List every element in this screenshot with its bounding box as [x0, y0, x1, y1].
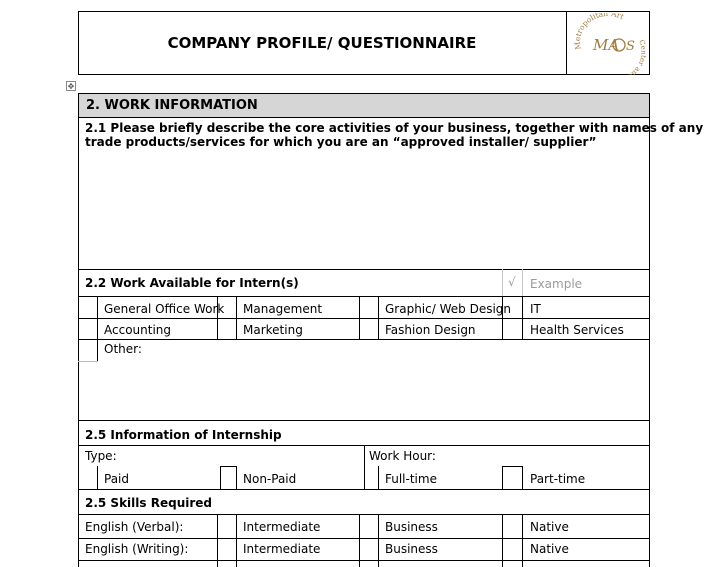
table-right-border: [649, 118, 650, 567]
option-label: Intermediate: [243, 542, 321, 556]
divider: [378, 296, 379, 339]
option-label: Graphic/ Web Design: [385, 302, 512, 316]
svg-text:MA: MA: [593, 36, 620, 54]
option-label: Management: [243, 302, 323, 316]
table-move-handle-icon[interactable]: ✥: [67, 82, 75, 91]
company-logo: [569, 13, 649, 75]
answer-2-1-textarea[interactable]: [80, 152, 648, 268]
checkbox-verbal-business[interactable]: [360, 515, 378, 538]
checkbox-full-time[interactable]: [365, 467, 378, 489]
divider: [97, 296, 98, 361]
divider: [78, 489, 650, 490]
checkbox-verbal-intermediate[interactable]: [218, 515, 236, 538]
option-label: Fashion Design: [385, 323, 476, 337]
divider: [378, 514, 379, 567]
divider: [236, 296, 237, 339]
svg-text:Metropolitan Art: Metropolitan Art: [572, 13, 626, 51]
checkbox-part-time[interactable]: [503, 467, 522, 489]
question-2-1-line-2: trade products/services for which you are an “approved installer/ supplier”: [85, 135, 597, 149]
divider: [236, 514, 237, 567]
checkbox-verbal-native[interactable]: [503, 515, 522, 538]
checkbox-writing-intermediate[interactable]: [218, 539, 236, 560]
question-2-5-internship-title: 2.5 Information of Internship: [85, 428, 282, 442]
question-2-5-skills-title: 2.5 Skills Required: [85, 496, 212, 510]
checkbox-marketing[interactable]: [218, 319, 236, 339]
option-label: General Office Work: [104, 302, 225, 316]
document-title: COMPANY PROFILE/ QUESTIONNAIRE: [167, 34, 477, 52]
divider: [522, 296, 523, 339]
question-2-1-line-1: 2.1 Please briefly describe the core activities of your business, together with names of any: [85, 121, 704, 135]
checkbox-writing-business[interactable]: [360, 539, 378, 560]
divider: [78, 560, 650, 561]
option-label: IT: [530, 302, 541, 316]
svg-text:S: S: [626, 39, 635, 54]
option-label: Marketing: [243, 323, 303, 337]
option-label: Business: [385, 520, 438, 534]
option-label: Intermediate: [243, 520, 321, 534]
other-label: Other:: [104, 342, 142, 356]
option-label: Full-time: [385, 472, 437, 486]
section-title: 2. WORK INFORMATION: [86, 98, 258, 113]
option-label: Native: [530, 520, 569, 534]
option-label: Health Services: [530, 323, 624, 337]
checkbox-writing-native[interactable]: [503, 539, 522, 560]
work-hour-label: Work Hour:: [369, 449, 436, 463]
divider: [502, 269, 503, 296]
skill-label: English (Verbal):: [85, 520, 184, 534]
option-label: Part-time: [530, 472, 586, 486]
divider: [236, 466, 237, 489]
option-label: Native: [530, 542, 569, 556]
example-label: Example: [530, 277, 583, 291]
divider: [78, 361, 98, 362]
divider: [97, 466, 98, 489]
checkbox-other[interactable]: [79, 340, 97, 361]
example-check-mark: √: [508, 275, 516, 289]
checkbox-general-office-work[interactable]: [79, 297, 97, 318]
divider: [522, 514, 523, 567]
option-label: Accounting: [104, 323, 172, 337]
type-label: Type:: [85, 449, 117, 463]
option-label: Business: [385, 542, 438, 556]
checkbox-accounting[interactable]: [79, 319, 97, 339]
option-label: Paid: [104, 472, 130, 486]
checkbox-non-paid[interactable]: [221, 467, 236, 489]
question-2-2-title: 2.2 Work Available for Intern(s): [85, 276, 299, 290]
divider: [566, 11, 567, 75]
other-input[interactable]: [140, 342, 645, 416]
divider: [78, 269, 650, 270]
skill-label: English (Writing):: [85, 542, 189, 556]
checkbox-health-services[interactable]: [503, 319, 522, 339]
divider: [522, 269, 523, 296]
divider: [78, 339, 650, 340]
svg-text:Center and Services: Center an: [629, 38, 648, 75]
checkbox-graphic-web-design[interactable]: [360, 297, 378, 318]
divider: [522, 466, 523, 489]
checkbox-paid[interactable]: [79, 467, 97, 489]
divider: [378, 466, 379, 489]
divider: [78, 420, 650, 421]
checkbox-fashion-design[interactable]: [360, 319, 378, 339]
option-label: Non-Paid: [243, 472, 297, 486]
